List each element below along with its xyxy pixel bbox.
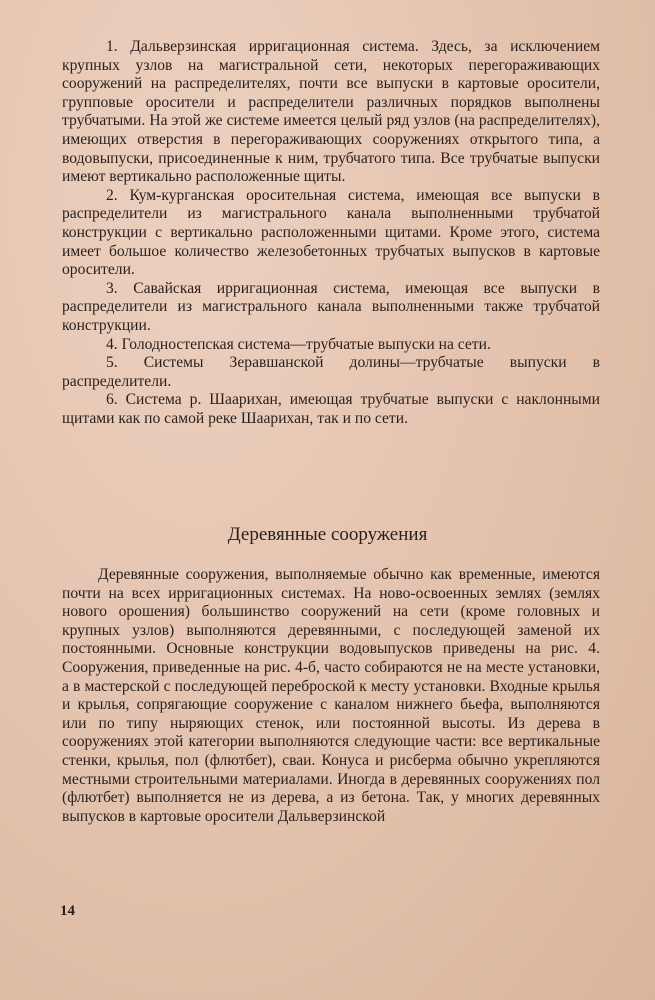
section-heading: Деревянные сооружения — [227, 524, 428, 545]
list-item: 5. Системы Зеравшанской долины—трубчатые выпуски в распределители. — [62, 354, 600, 390]
page-number: 14 — [60, 903, 75, 919]
list-item: 4. Голодностепская система—трубчатые выпуски на сети. — [106, 335, 491, 353]
list-item: 1. Дальверзинская ирригационная система. Здесь, за исключением крупных узлов на магистральной сети, некоторых перегораживающих сооружений на распределителях, почти все выпуски в картовые оросители, групповые оросители и распределители различных порядков выполнены трубчатыми. На этой же системе имеется целый ряд узлов (на распределителях), имеющих отверстия в перегораживающих сооружениях открытого типа, а водовыпуски, присоединенные к ним, трубчатого типа. Все трубчатые выпуски имеют вертикально расположенные щиты. — [62, 38, 600, 186]
section-paragraph: Деревянные сооружения, выполняемые обычно как временные, имеются почти на всех ирригационных системах. На ново-освоенных землях (землях нового орошения) большинство сооружений на сети (кроме головных и крупных узлов) выполняются деревянными, с последующей заменой их постоянными. Основные конструкции водовыпусков приведены на рис. 4. Сооружения, приведенные на рис. 4-б, часто собираются не на месте установки, а в мастерской с последующей переброской к месту установки. Входные крылья и крылья, сопрягающие сооружение с каналом нижнего бьефа, выполняются или по типу ныряющих стенок, или постоянной высоты. Из дерева в сооружениях этой категории выполняются следующие части: все вертикальные стенки, крылья, пол (флютбет), сваи. Конуса и рисберма обычно укрепляются местными строительными материалами. Иногда в деревянных сооружениях пол (флютбет) выполняется не из дерева, а из бетона. Так, у многих деревянных выпусков в картовые оросители Дальверзинской — [62, 566, 600, 825]
system-list — [62, 38, 600, 428]
list-item: 6. Система р. Шаарихан, имеющая трубчатые выпуски с наклонными щитами как по самой реке Шаарихан, так и по сети. — [62, 391, 600, 427]
list-item: 3. Савайская ирригационная система, имеющая все выпуски в распределители из магистрального канала выполненными также трубчатой конструкции. — [62, 279, 600, 334]
list-item: 2. Кум-курганская оросительная система, имеющая все выпуски в распределители из магистрального канала выполненными трубчатой конструкции с вертикально расположенными щитами. Кроме этого, система имеет большое количество железобетонных трубчатых выпусков в картовые оросители. — [62, 186, 600, 279]
